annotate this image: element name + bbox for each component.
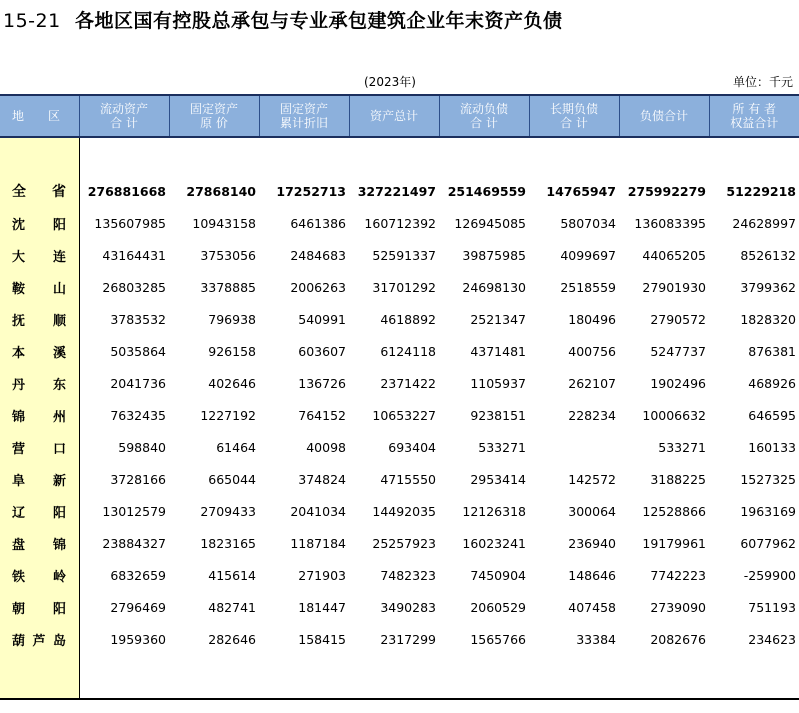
value-cell: 5247737	[650, 343, 706, 359]
table-row	[0, 207, 799, 239]
value-cell: 764152	[298, 407, 346, 423]
region-name: 阜新	[0, 463, 79, 495]
value-cell: 665044	[208, 471, 256, 487]
value-cell: 400756	[568, 343, 616, 359]
region-name: 锦州	[0, 399, 79, 431]
table-row	[0, 527, 799, 559]
value-cell: 7450904	[470, 567, 526, 583]
value-cell: 2953414	[470, 471, 526, 487]
value-cell: 4371481	[470, 343, 526, 359]
value-cell: 3188225	[650, 471, 706, 487]
value-cell: 482741	[208, 599, 256, 615]
value-cell: 135607985	[94, 215, 166, 231]
value-cell: 236940	[568, 535, 616, 551]
region-name: 鞍山	[0, 271, 79, 303]
value-cell: 6077962	[740, 535, 796, 551]
value-cell: 10006632	[642, 407, 706, 423]
value-cell: 533271	[478, 439, 526, 455]
header-current-assets: 流动资产 合 计	[79, 95, 169, 137]
value-cell: 2796469	[110, 599, 166, 615]
value-cell: 148646	[568, 567, 616, 583]
value-cell: 136083395	[634, 215, 706, 231]
value-cell: 5807034	[560, 215, 616, 231]
region-name: 葫芦岛	[0, 623, 79, 655]
header-region: 地 区	[0, 95, 79, 137]
table-body	[0, 137, 799, 699]
header-current-liabilities: 流动负债 合 计	[439, 95, 529, 137]
value-cell: 1565766	[470, 631, 526, 647]
value-cell: 282646	[208, 631, 256, 647]
value-cell: 2739090	[650, 599, 706, 615]
header-total-liabilities: 负债合计	[619, 95, 709, 137]
region-name: 大连	[0, 239, 79, 271]
value-cell: 19179961	[642, 535, 706, 551]
region-name: 朝阳	[0, 591, 79, 623]
value-cell: 12126318	[462, 503, 526, 519]
table-row	[0, 463, 799, 495]
value-cell: 126945085	[454, 215, 526, 231]
value-cell: 160133	[748, 439, 796, 455]
header-long-term-liabilities: 长期负债 合 计	[529, 95, 619, 137]
value-cell: 796938	[208, 311, 256, 327]
value-cell: 51229218	[726, 183, 796, 199]
value-cell: 27901930	[642, 279, 706, 295]
region-name: 沈阳	[0, 207, 79, 239]
value-cell: 24698130	[462, 279, 526, 295]
region-name: 抚顺	[0, 303, 79, 335]
value-cell: 1902496	[650, 375, 706, 391]
value-cell: 17252713	[276, 183, 346, 199]
value-cell: 1963169	[740, 503, 796, 519]
value-cell: 1527325	[740, 471, 796, 487]
value-cell: 25257923	[372, 535, 436, 551]
header-total-assets: 资产总计	[349, 95, 439, 137]
value-cell: 2082676	[650, 631, 706, 647]
value-cell: 2371422	[380, 375, 436, 391]
region-name: 营口	[0, 431, 79, 463]
value-cell: 14492035	[372, 503, 436, 519]
value-cell: 693404	[388, 439, 436, 455]
value-cell: 52591337	[372, 247, 436, 263]
region-name: 本溪	[0, 335, 79, 367]
table-row	[0, 399, 799, 431]
value-cell: 7482323	[380, 567, 436, 583]
value-cell: 9238151	[470, 407, 526, 423]
value-cell: 180496	[568, 311, 616, 327]
table-row	[0, 431, 799, 463]
header-fixed-assets-original: 固定资产 原 价	[169, 95, 259, 137]
value-cell: 1187184	[290, 535, 346, 551]
value-cell: 3378885	[200, 279, 256, 295]
value-cell: 3490283	[380, 599, 436, 615]
table-row	[0, 495, 799, 527]
table-row	[0, 559, 799, 591]
value-cell: 3753056	[200, 247, 256, 263]
value-cell: 4099697	[560, 247, 616, 263]
value-cell: 300064	[568, 503, 616, 519]
value-cell: 3799362	[740, 279, 796, 295]
value-cell: 1227192	[200, 407, 256, 423]
value-cell: 1105937	[470, 375, 526, 391]
value-cell: 7742223	[650, 567, 706, 583]
value-cell: 2709433	[200, 503, 256, 519]
value-cell: 31701292	[372, 279, 436, 295]
value-cell: 16023241	[462, 535, 526, 551]
value-cell: 136726	[298, 375, 346, 391]
value-cell: 402646	[208, 375, 256, 391]
value-cell: 61464	[216, 439, 256, 455]
value-cell: 751193	[748, 599, 796, 615]
value-cell: 646595	[748, 407, 796, 423]
value-cell: 142572	[568, 471, 616, 487]
value-cell: 407458	[568, 599, 616, 615]
value-cell: 468926	[748, 375, 796, 391]
table-row	[0, 623, 799, 655]
value-cell: 7632435	[110, 407, 166, 423]
value-cell: 603607	[298, 343, 346, 359]
value-cell: 3783532	[110, 311, 166, 327]
region-name: 铁岭	[0, 559, 79, 591]
value-cell: 415614	[208, 567, 256, 583]
year-label: (2023年)	[364, 75, 416, 89]
page-title	[3, 6, 563, 32]
value-cell: 14765947	[546, 183, 616, 199]
value-cell: 158415	[298, 631, 346, 647]
data-table	[0, 94, 799, 700]
value-cell: 275992279	[627, 183, 706, 199]
value-cell: 251469559	[447, 183, 526, 199]
value-cell: 271903	[298, 567, 346, 583]
spacer-row	[0, 137, 799, 175]
header-accumulated-depreciation: 固定资产 累计折旧	[259, 95, 349, 137]
table-row	[0, 303, 799, 335]
value-cell: 262107	[568, 375, 616, 391]
table-row-total	[0, 175, 799, 207]
value-cell: 6461386	[290, 215, 346, 231]
value-cell: 6124118	[380, 343, 436, 359]
value-cell: 5035864	[110, 343, 166, 359]
filler-row	[0, 655, 799, 699]
value-cell: 228234	[568, 407, 616, 423]
value-cell: 1823165	[200, 535, 256, 551]
value-cell: 43164431	[102, 247, 166, 263]
table-row	[0, 271, 799, 303]
table-number: 15-21	[3, 10, 61, 32]
table-row	[0, 367, 799, 399]
header-owners-equity: 所 有 者 权益合计	[709, 95, 799, 137]
value-cell: 2484683	[290, 247, 346, 263]
value-cell: -259900	[743, 567, 796, 583]
value-cell: 540991	[298, 311, 346, 327]
value-cell: 39875985	[462, 247, 526, 263]
value-cell: 12528866	[642, 503, 706, 519]
value-cell	[529, 431, 619, 463]
value-cell: 4618892	[380, 311, 436, 327]
value-cell: 598840	[118, 439, 166, 455]
value-cell: 10943158	[192, 215, 256, 231]
value-cell: 1828320	[740, 311, 796, 327]
value-cell: 2041034	[290, 503, 346, 519]
table-row	[0, 591, 799, 623]
value-cell: 160712392	[364, 215, 436, 231]
value-cell: 44065205	[642, 247, 706, 263]
region-name: 辽阳	[0, 495, 79, 527]
region-name: 全省	[0, 175, 79, 207]
table-row	[0, 239, 799, 271]
value-cell: 2317299	[380, 631, 436, 647]
value-cell: 24628997	[732, 215, 796, 231]
region-name: 丹东	[0, 367, 79, 399]
value-cell: 2060529	[470, 599, 526, 615]
value-cell: 2518559	[560, 279, 616, 295]
value-cell: 13012579	[102, 503, 166, 519]
header-row	[0, 95, 799, 137]
value-cell: 2790572	[650, 311, 706, 327]
table-title: 各地区国有控股总承包与专业承包建筑企业年末资产负债	[75, 10, 563, 32]
value-cell: 234623	[748, 631, 796, 647]
value-cell: 533271	[658, 439, 706, 455]
value-cell: 2006263	[290, 279, 346, 295]
value-cell: 10653227	[372, 407, 436, 423]
value-cell: 181447	[298, 599, 346, 615]
value-cell: 23884327	[102, 535, 166, 551]
value-cell: 2041736	[110, 375, 166, 391]
table-row	[0, 335, 799, 367]
value-cell: 276881668	[87, 183, 166, 199]
value-cell: 3728166	[110, 471, 166, 487]
value-cell: 1959360	[110, 631, 166, 647]
unit-label: 单位：千元	[732, 75, 793, 89]
value-cell: 8526132	[740, 247, 796, 263]
value-cell: 926158	[208, 343, 256, 359]
value-cell: 6832659	[110, 567, 166, 583]
value-cell: 4715550	[380, 471, 436, 487]
region-name: 盘锦	[0, 527, 79, 559]
value-cell: 40098	[306, 439, 346, 455]
value-cell: 27868140	[186, 183, 256, 199]
value-cell: 327221497	[357, 183, 436, 199]
value-cell: 2521347	[470, 311, 526, 327]
value-cell: 876381	[748, 343, 796, 359]
value-cell: 26803285	[102, 279, 166, 295]
value-cell: 33384	[576, 631, 616, 647]
value-cell: 374824	[298, 471, 346, 487]
